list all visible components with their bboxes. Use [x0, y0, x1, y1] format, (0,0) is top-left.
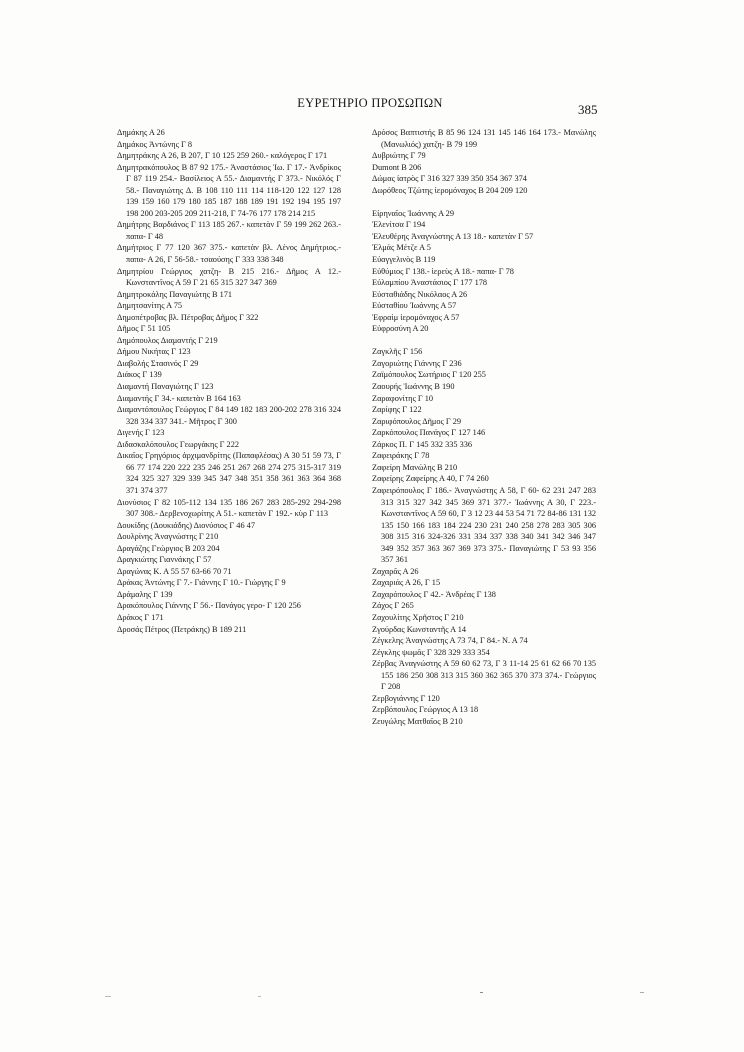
index-entry: Δουκίδης (Δουκιάδης) Διονύσιος Γ 46 47 [117, 520, 255, 530]
index-entry: Εἰρηναῖος Ἰωάννης Α 29 [372, 208, 454, 218]
index-entry: Δράμαλης Γ 139 [117, 589, 173, 599]
index-entry: Διάκος Γ 139 [117, 370, 162, 380]
index-entry: Ζαφειρόπουλος Γ 186.- Ἀναγνώστης Α 58, Γ 60- 62 231 247 283 313 315 327 342 345 369 371 377.- Ἰωάννης Α 30, Γ 223.- Κωνσταντῖνος Α 59 60, Γ 3 12 23 44 53 54 71 72 84-86 131 132 135 150 166 183 184 224 230 231 240 258 278 283 305 306 308 315 316 324-326 331 334 337 338 340 341 342 346 347 349 352 357 363 367 369 373 375.- Παναγιώτης Γ 53 93 356 357 361 [372, 485, 596, 565]
index-entry: Εὐφροσύνη Α 20 [372, 324, 429, 334]
index-entry: Δικαῖος Γρηγόριος ἀρχιμανδρίτης (Παπαφλέσας) Α 30 51 59 73, Γ 66 77 174 220 222 235 246 251 267 268 274 275 315-317 319 324 325 327 329 339 345 347 348 351 358 361 363 364 368 371 374 377 [117, 451, 341, 495]
index-entry: Δημητρακόπουλος Β 87 92 175.- Ἀναστάσιος Ἰω. Γ 17.- Ἀνδρίκος Γ 87 119 254.- Βασίλειος Α 55.- Διαμαντής Γ 373.- Νικόλός Γ 58.- Παναγιώτης Δ. Β 108 110 111 114 118-120 122 127 128 139 159 160 179 180 185 187 188 189 191 192 194 195 197 198 200 203-205 209 211-218, Γ 74-76 177 178 214 215 [117, 162, 341, 218]
index-entry: Δημητσανίτης Α 75 [117, 301, 183, 311]
index-entry: Ζαριφόπουλος Δῆμος Γ 29 [372, 416, 462, 426]
index-entry: Δουλρίνης Ἀναγνώστης Γ 210 [117, 532, 219, 542]
index-entry: Ζέγκλης ψωμᾶς Γ 328 329 333 354 [372, 647, 490, 657]
index-entry: Δημητρίου Γεώργιος χατζη- Β 215 216.- Δῆμος Α 12.- Κωνσταντῖνος Α 59 Γ 21 65 315 327 347 369 [117, 266, 341, 288]
page-title: ΕΥΡΕΤΗΡΙΟ ΠΡΟΣΩΠΩΝ [297, 96, 443, 110]
index-entry: Δράκας Ἀντώνης Γ 7.- Γιάννης Γ 10.- Γιώργης Γ 9 [117, 578, 286, 588]
scan-speck [480, 992, 483, 993]
index-entry: Ζαϊμόπουλος Σωτήριος Γ 120 255 [372, 370, 486, 380]
index-entry: Δράκος Γ 171 [117, 612, 164, 622]
index-group-zeta [372, 346, 596, 727]
index-entry: Ζερβόπουλος Γεώργιος Α 13 18 [372, 705, 479, 715]
index-entry: Εὐσταθίου Ἰωάννης Α 57 [372, 301, 457, 311]
index-column-right [372, 127, 596, 727]
index-entry: Ζαρκόπουλος Πανάγος Γ 127 146 [372, 428, 486, 438]
index-entry: Ζαγκλῆς Γ 156 [372, 347, 423, 357]
index-entry: Ζαραφονίτης Γ 10 [372, 393, 434, 403]
index-entry: Διαμαντή Παναγιώτης Γ 123 [117, 382, 214, 392]
index-entry: Διαβολής Στασινός Γ 29 [117, 358, 199, 368]
index-entry: Εὐαγγελινὸς Β 119 [372, 255, 436, 265]
index-entry: Εὐσταθιάδης Νικόλαος Α 26 [372, 289, 468, 299]
index-entry: Δροσάς Πέτρος (Πετράκης) Β 189 211 [117, 624, 247, 634]
index-entry: Ζερβογιάννης Γ 120 [372, 693, 440, 703]
index-entry: Ζευγώλης Ματθαῖος Β 210 [372, 716, 463, 726]
index-entry: Εὐλαμπίου Ἀναστάσιος Γ 177 178 [372, 278, 488, 288]
index-entry: Δραγώνας Κ. Α 55 57 63-66 70 71 [117, 566, 232, 576]
scan-speck [258, 996, 261, 997]
index-entry: Ζάχος Γ 265 [372, 601, 414, 611]
index-entry: Δωρόθεος Τζώτης ἱερομόναχος Β 204 209 120 [372, 185, 528, 195]
index-entry: Ζαχαριάς Α 26, Γ 15 [372, 578, 441, 588]
index-entry: Dumont Β 206 [372, 162, 422, 172]
index-entry: Ζαχαρόπουλος Γ 42.- Ἀνδρέας Γ 138 [372, 589, 496, 599]
index-entry: Ἐλμάς Μέτζε Α 5 [372, 243, 431, 253]
index-entry: Δραγκιώτης Γιαννάκης Γ 57 [117, 555, 212, 565]
index-entry: Ζαγοριώτης Γιάννης Γ 236 [372, 358, 462, 368]
index-entry: Διγενής Γ 123 [117, 428, 165, 438]
index-entry: Δημοπέτροβας βλ. Πέτροβας Δῆμος Γ 322 [117, 312, 259, 322]
index-entry: Ζαφείρη Μανώλης Β 210 [372, 462, 458, 472]
index-entry: Ζάρκος Π. Γ 145 332 335 336 [372, 439, 473, 449]
group-spacer [372, 196, 596, 208]
scan-speck [640, 992, 644, 993]
index-group-delta [372, 127, 596, 196]
index-entry: Διαμαντόπουλος Γεώργιος Γ 84 149 182 183 200-202 278 316 324 328 334 337 341.- Μῆτρος Γ 300 [117, 405, 341, 426]
scan-speck [105, 996, 111, 997]
index-entry: Δημήτρης Βαρδιάνος Γ 113 185 267.- καπετὰν Γ 59 199 262 263.- παπα- Γ 48 [117, 220, 341, 241]
index-entry: Ζγούρδας Κωνσταντῆς Α 14 [372, 624, 467, 634]
index-entry: Δρόσος Βαπτιστής Β 85 96 124 131 145 146 164 173.- Μανώλης (Μανωλιός) χατζη- Β 79 199 [372, 128, 596, 149]
index-entry: Ἑλενίτσα Γ 194 [372, 220, 426, 230]
index-group-epsilon [372, 208, 596, 335]
index-entry: Ἐφραὶμ ἱερομόναχος Α 57 [372, 312, 460, 322]
index-entry: Εὐθύμιος Γ 138.- ἱερεὺς Α 18.- παπα- Γ 78 [372, 266, 514, 276]
index-entry: Ζέγκελης Ἀναγνώστης Α 73 74, Γ 84.- Ν. Α 74 [372, 636, 528, 646]
index-entry: Δυβριώτης Γ 79 [372, 151, 426, 161]
index-entry: Διαμαντής Γ 34.- καπετὰν Β 164 163 [117, 393, 241, 403]
index-entry: Διονύσιος Γ 82 105-112 134 135 186 267 283 285-292 294-298 307 308.- Δερβενοχωρίτης Α 51.- καπετὰν Γ 192.- κὺρ Γ 113 [117, 497, 341, 519]
index-entry: Δημήτριος Γ 77 120 367 375.- καπετὰν βλ. Λένος Δημήτριος.- παπα- Α 26, Γ 56-58.- τσαούσης Γ 333 338 348 [117, 243, 341, 265]
group-spacer [372, 335, 596, 347]
index-entry: Ζέρβας Ἀναγνώστης Α 59 60 62 73, Γ 3 11-14 25 61 62 66 70 135 155 186 250 308 313 315 360 362 365 370 373 374.- Γεώργιος Γ 208 [372, 659, 596, 692]
index-entry: Δήμου Νικήτας Γ 123 [117, 347, 191, 357]
index-entry: Δραγάζης Γεώργιος Β 203 204 [117, 543, 220, 553]
index-entry: Δημάκης Α 26 [117, 128, 165, 137]
index-entry: Ζαφείρης Ζαφείρης Α 40, Γ 74 260 [372, 474, 489, 484]
index-entry: Ζαχουλίτης Χρῆστος Γ 210 [372, 612, 464, 622]
index-entry: Δημόπουλος Διαμαντής Γ 219 [117, 335, 218, 345]
index-entry: Ζαουρής Ἰωάννης Β 190 [372, 382, 455, 392]
index-entry: Δημάκος Ἀντώνης Γ 8 [117, 139, 192, 149]
index-entry: Δῆμος Γ 51 105 [117, 324, 171, 334]
index-entry: Ζαφειράκης Γ 78 [372, 451, 430, 461]
index-entry: Ζαρίφης Γ 122 [372, 405, 422, 415]
index-entry: Δώμας ἰατρὸς Γ 316 327 339 350 354 367 374 [372, 174, 527, 184]
page-number: 385 [578, 102, 598, 117]
index-column-left [117, 127, 341, 635]
index-entry: Ζαχαρᾶς Α 26 [372, 566, 419, 576]
index-entry: Διδασκαλόπουλος Γεωργάκης Γ 222 [117, 439, 239, 449]
index-entry: Ἐλευθέρης Ἀναγνώστης Α 13 18.- καπετὰν Γ 57 [372, 231, 534, 241]
index-entry: Δρακόπουλος Γιάννης Γ 56.- Πανάγος γερο- Γ 120 256 [117, 601, 301, 611]
index-entry: Δημητράκης Α 26, Β 207, Γ 10 125 259 260.- καλόγερος Γ 171 [117, 151, 328, 161]
index-entry: Δημητροκάλης Παναγιώτης Β 171 [117, 289, 233, 299]
